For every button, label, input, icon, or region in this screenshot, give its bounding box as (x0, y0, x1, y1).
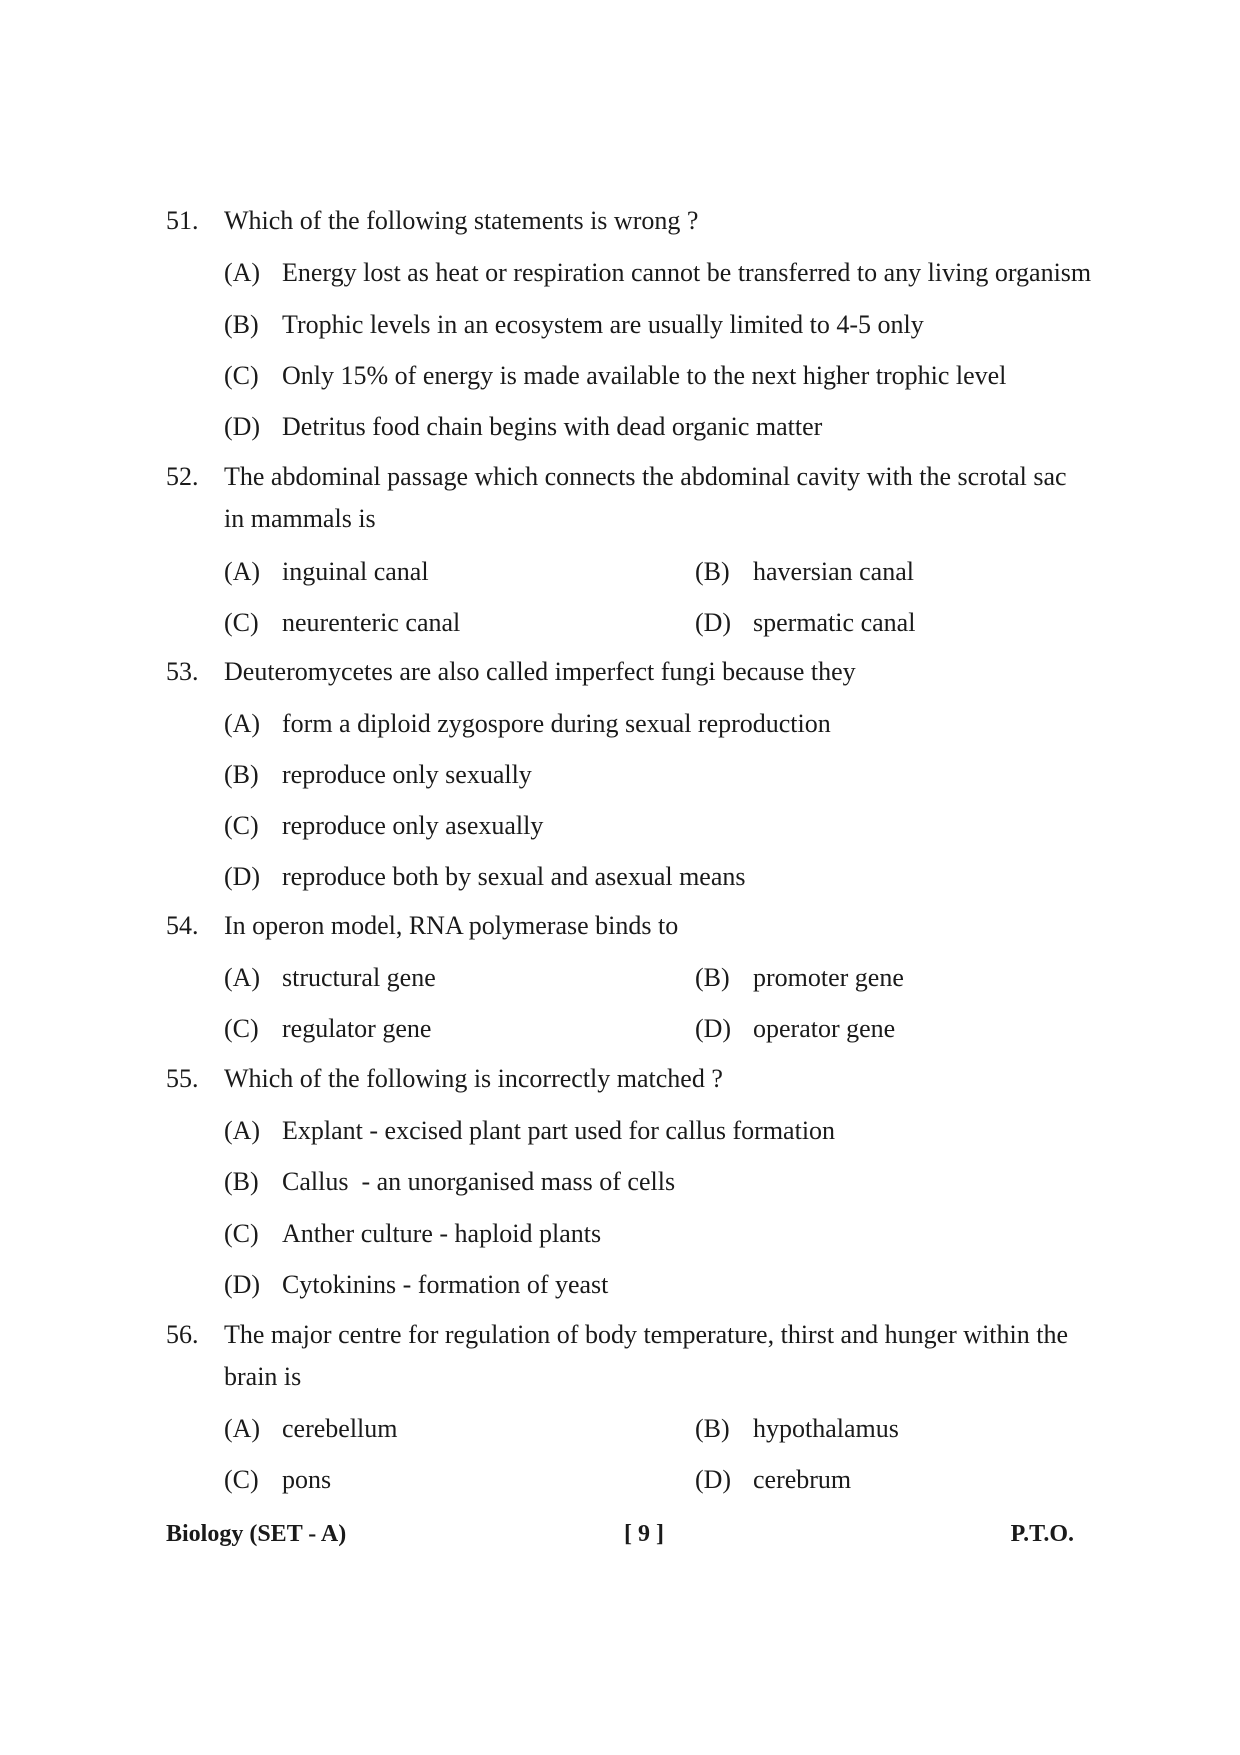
option-text: Energy lost as heat or respiration cannot be transferred to any living organism (282, 258, 1092, 287)
option-text: Explant - excised plant part used for callus formation (282, 1116, 836, 1145)
question-number: 51. (166, 206, 199, 235)
option-letter: (B) (224, 1167, 259, 1196)
option-text: Only 15% of energy is made available to the next higher trophic level (282, 361, 1007, 390)
option-text: haversian canal (753, 557, 914, 586)
option-b (695, 1412, 899, 1446)
footer-page-number: [ 9 ] (624, 1521, 664, 1547)
option-b (224, 1165, 675, 1199)
question-text: Deuteromycetes are also called imperfect fungi because they (224, 657, 856, 686)
option-letter: (B) (695, 1414, 730, 1443)
option-letter: (C) (224, 361, 259, 390)
option-text: form a diploid zygospore during sexual reproduction (282, 709, 831, 738)
option-text: reproduce only asexually (282, 811, 544, 840)
option-text: Callus - an unorganised mass of cells (282, 1167, 676, 1196)
option-a (224, 555, 429, 589)
option-d (695, 1012, 895, 1046)
option-a (224, 707, 831, 741)
option-letter: (C) (224, 608, 259, 637)
option-text: cerebrum (753, 1465, 852, 1494)
question-text: Which of the following is incorrectly matched ? (224, 1064, 723, 1093)
question-number: 52. (166, 462, 199, 491)
option-d (224, 410, 822, 444)
option-b (695, 555, 914, 589)
option-a (224, 256, 1091, 290)
question-text: Which of the following statements is wrong ? (224, 206, 699, 235)
option-c (224, 809, 543, 843)
option-letter: (A) (224, 557, 261, 586)
option-letter: (B) (695, 557, 730, 586)
option-b (695, 961, 904, 995)
option-text: Cytokinins - formation of yeast (282, 1270, 609, 1299)
option-c (224, 606, 460, 640)
option-text: Anther culture - haploid plants (282, 1219, 602, 1248)
question-number: 53. (166, 657, 199, 686)
question-53 (166, 651, 1086, 693)
option-letter: (C) (224, 811, 259, 840)
option-letter: (D) (695, 1465, 732, 1494)
option-text: promoter gene (753, 963, 904, 992)
option-letter: (C) (224, 1465, 259, 1494)
option-text: inguinal canal (282, 557, 429, 586)
question-55 (166, 1058, 1086, 1100)
question-number: 55. (166, 1064, 199, 1093)
question-56 (166, 1314, 1086, 1398)
option-letter: (A) (224, 1414, 261, 1443)
option-letter: (A) (224, 258, 261, 287)
option-letter: (A) (224, 709, 261, 738)
option-letter: (B) (695, 963, 730, 992)
question-text: The abdominal passage which connects the abdominal cavity with the scrotal sac in mammals is (224, 462, 1067, 533)
option-letter: (D) (224, 862, 261, 891)
option-a (224, 1114, 835, 1148)
option-letter: (C) (224, 1014, 259, 1043)
option-d (224, 860, 746, 894)
option-text: Detritus food chain begins with dead organic matter (282, 412, 823, 441)
question-text: In operon model, RNA polymerase binds to (224, 911, 679, 940)
option-letter: (D) (224, 412, 261, 441)
option-c (224, 1012, 431, 1046)
option-letter: (D) (224, 1270, 261, 1299)
question-number: 54. (166, 911, 199, 940)
option-d (224, 1268, 608, 1302)
option-text: reproduce both by sexual and asexual means (282, 862, 746, 891)
option-letter: (D) (695, 608, 732, 637)
option-text: structural gene (282, 963, 436, 992)
option-letter: (C) (224, 1219, 259, 1248)
question-52 (166, 456, 1086, 540)
option-letter: (B) (224, 760, 259, 789)
option-c (224, 359, 1006, 393)
question-51 (166, 200, 1086, 242)
option-text: Trophic levels in an ecosystem are usually limited to 4-5 only (282, 310, 924, 339)
option-text: reproduce only sexually (282, 760, 532, 789)
option-a (224, 961, 436, 995)
option-text: hypothalamus (753, 1414, 899, 1443)
option-letter: (A) (224, 1116, 261, 1145)
option-text: neurenteric canal (282, 608, 461, 637)
option-b (224, 758, 532, 792)
option-text: spermatic canal (753, 608, 916, 637)
option-d (695, 606, 915, 640)
option-letter: (D) (695, 1014, 732, 1043)
footer-subject: Biology (SET - A) (166, 1521, 347, 1547)
question-54 (166, 905, 1086, 947)
option-letter: (B) (224, 310, 259, 339)
option-b (224, 308, 924, 342)
option-text: operator gene (753, 1014, 896, 1043)
option-c (224, 1217, 601, 1251)
question-number: 56. (166, 1320, 199, 1349)
option-letter: (A) (224, 963, 261, 992)
option-text: pons (282, 1465, 332, 1494)
option-text: regulator gene (282, 1014, 432, 1043)
footer-pto: P.T.O. (1010, 1521, 1074, 1547)
question-text: The major centre for regulation of body temperature, thirst and hunger within the brain is (224, 1320, 1068, 1391)
option-c (224, 1463, 331, 1497)
option-d (695, 1463, 851, 1497)
option-a (224, 1412, 398, 1446)
option-text: cerebellum (282, 1414, 398, 1443)
